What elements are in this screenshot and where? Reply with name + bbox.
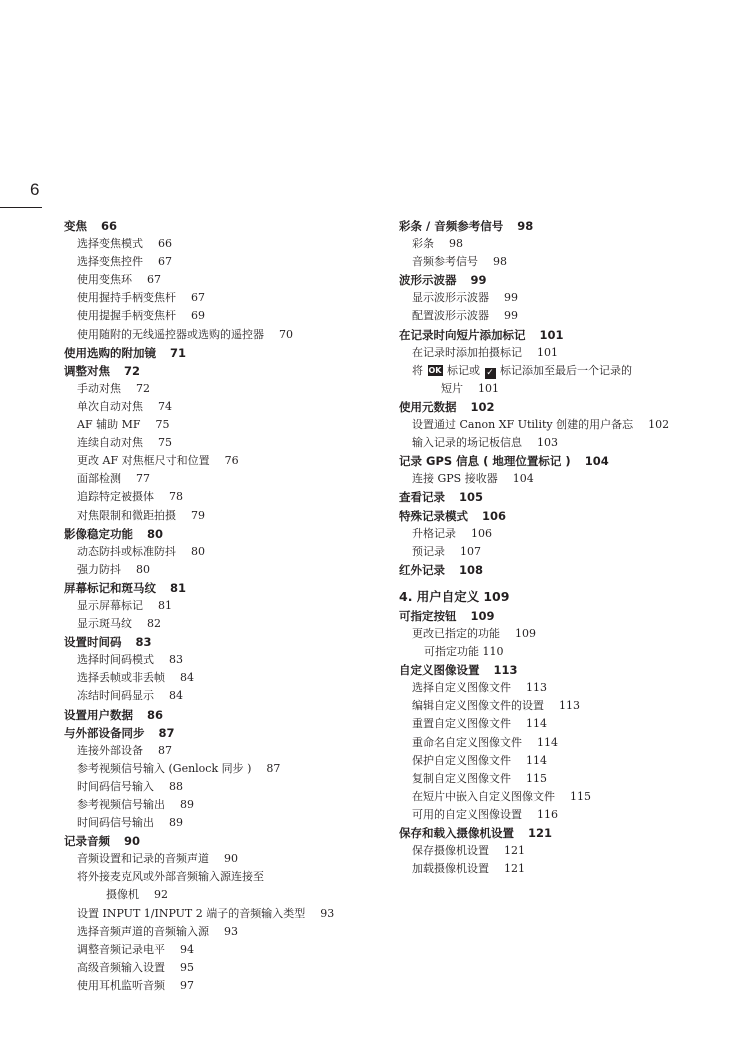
toc-page-number: 74	[158, 399, 172, 413]
toc-entry[interactable]	[64, 326, 384, 344]
toc-entry-title: 选择变焦模式	[77, 237, 143, 251]
toc-entry-title: 预记录	[412, 544, 445, 558]
toc-entry-title: 红外记录	[399, 562, 445, 577]
toc-section-heading[interactable]	[399, 326, 729, 344]
toc-entry-title: 保护自定义图像文件	[412, 753, 511, 767]
toc-entry-title: 使用握持手柄变焦杆	[77, 291, 176, 305]
mark-entry-text-b: 标记或	[447, 363, 480, 377]
toc-section-heading[interactable]	[399, 217, 729, 235]
toc-section-heading[interactable]	[399, 271, 729, 289]
toc-entry-title: 在短片中嵌入自定义图像文件	[412, 789, 555, 803]
toc-entry-title: 可指定功能 110	[424, 645, 504, 659]
mark-entry-cont-text: 短片	[441, 381, 463, 395]
toc-entry[interactable]	[64, 868, 384, 886]
toc-page-number: 83	[135, 635, 152, 650]
toc-section-heading[interactable]	[399, 824, 729, 842]
toc-page-number: 114	[537, 735, 558, 749]
toc-entry-title: 冻结时间码显示	[77, 689, 154, 703]
toc-page-number: 113	[559, 699, 580, 713]
toc-entry-title: 记录 GPS 信息 ( 地理位置标记 )	[399, 454, 571, 469]
toc-entry[interactable]	[399, 307, 729, 325]
toc-entry[interactable]	[64, 434, 384, 452]
toc-entry-title: 重命名自定义图像文件	[412, 735, 522, 749]
toc-page-number: 75	[155, 418, 170, 432]
toc-page-number: 89	[169, 816, 183, 830]
toc-entry-title: 使用耳机监听音频	[77, 978, 165, 992]
toc-section-heading[interactable]	[399, 507, 729, 525]
toc-entry[interactable]	[64, 307, 384, 325]
toc-entry-title: 更改 AF 对焦框尺寸和位置	[77, 454, 210, 468]
toc-entry-title: 使用变焦环	[77, 273, 132, 287]
toc-left-list	[64, 217, 384, 995]
toc-page-number: 115	[526, 771, 547, 785]
toc-entry[interactable]	[64, 959, 384, 977]
toc-entry[interactable]	[399, 697, 729, 715]
toc-entry[interactable]	[64, 398, 384, 416]
toc-page-number: 82	[147, 617, 161, 631]
toc-page-number: 77	[136, 472, 150, 486]
toc-page-number: 121	[504, 862, 525, 876]
toc-entry-title: 影像稳定功能	[64, 526, 133, 541]
toc-entry[interactable]	[399, 289, 729, 307]
toc-page-number: 114	[526, 753, 547, 767]
toc-entry-title: 音频设置和记录的音频声道	[77, 852, 209, 866]
toc-entry[interactable]	[64, 488, 384, 506]
toc-page-number: 101	[537, 345, 558, 359]
toc-page-number: 72	[124, 363, 141, 378]
toc-page-number: 105	[459, 490, 484, 505]
toc-entry[interactable]	[399, 806, 729, 824]
toc-right-column	[399, 217, 729, 878]
toc-section-heading[interactable]	[64, 362, 384, 380]
toc-entry-title: 将外接麦克风或外部音频输入源连接至	[77, 870, 264, 884]
toc-page-number: 114	[526, 717, 547, 731]
toc-entry-title: 更改已指定的功能	[412, 626, 500, 640]
toc-right-list-c	[399, 607, 729, 878]
toc-entry[interactable]	[64, 651, 384, 669]
toc-page-number: 80	[191, 544, 205, 558]
toc-page-number: 98	[517, 219, 534, 233]
toc-entry[interactable]	[64, 687, 384, 705]
toc-entry[interactable]	[399, 625, 729, 643]
toc-page-number: 70	[279, 327, 293, 341]
toc-entry-title: 时间码信号输入	[77, 779, 154, 793]
toc-page-number: 86	[147, 707, 164, 722]
toc-entry-title: 时间码信号输出	[77, 816, 154, 830]
toc-entry[interactable]	[64, 941, 384, 959]
toc-page-number: 83	[169, 653, 183, 667]
toc-entry-title: 可用的自定义图像设置	[412, 807, 522, 821]
toc-page-number: 102	[648, 418, 670, 432]
toc-section-heading[interactable]	[399, 452, 729, 470]
toc-entry[interactable]	[64, 561, 384, 579]
toc-page-number: 71	[170, 345, 187, 360]
toc-page-number: 69	[191, 309, 205, 323]
toc-page-number: 89	[180, 798, 194, 811]
toc-page-number: 107	[460, 544, 481, 558]
toc-section-heading[interactable]	[64, 724, 384, 742]
toc-entry-title: 配置波形示波器	[412, 309, 489, 323]
toc-page-number: 98	[493, 255, 507, 269]
toc-entry[interactable]	[64, 452, 384, 470]
check-mark-icon: ✓	[486, 367, 494, 378]
toc-entry-title: 连接 GPS 接收器	[412, 472, 498, 486]
toc-entry-title: AF 辅助 MF	[77, 418, 141, 432]
toc-entry[interactable]	[399, 543, 729, 561]
toc-entry[interactable]	[64, 923, 384, 941]
toc-entry-title: 在记录时向短片添加标记	[399, 327, 526, 342]
toc-entry[interactable]	[64, 796, 384, 814]
toc-page-number: 75	[158, 436, 172, 450]
toc-page-number: 106	[471, 526, 492, 540]
toc-page-number: 84	[180, 671, 194, 685]
toc-entry[interactable]	[64, 760, 384, 778]
toc-entry[interactable]	[399, 734, 729, 752]
toc-entry-title: 变焦	[64, 219, 87, 233]
mark-entry-page: 101	[478, 381, 499, 395]
toc-page-number: 88	[169, 779, 183, 793]
toc-entry-title: 高级音频输入设置	[77, 960, 165, 974]
toc-entry[interactable]	[64, 253, 384, 271]
toc-entry-title: 使用元数据	[399, 399, 457, 414]
toc-page-number: 92	[154, 888, 168, 902]
toc-section-heading[interactable]	[64, 344, 384, 362]
toc-page-number: 115	[570, 789, 591, 803]
toc-page-number: 106	[482, 508, 507, 523]
toc-entry-title: 单次自动对焦	[77, 399, 143, 413]
toc-page-number: 99	[504, 291, 518, 305]
toc-entry[interactable]	[64, 814, 384, 832]
toc-section-heading[interactable]	[399, 607, 729, 625]
toc-entry-title: 显示波形示波器	[412, 291, 489, 305]
toc-entry-title: 使用选购的附加镜	[64, 345, 156, 360]
toc-entry[interactable]	[64, 905, 384, 923]
toc-entry-title: 对焦限制和微距拍摄	[77, 508, 176, 522]
toc-entry[interactable]	[64, 507, 384, 525]
toc-entry-title: 重置自定义图像文件	[412, 717, 511, 731]
toc-page-number: 90	[224, 852, 238, 866]
toc-entry[interactable]	[64, 543, 384, 561]
toc-entry-title: 音频参考信号	[412, 255, 478, 269]
toc-entry-title: 波形示波器	[399, 273, 457, 288]
toc-entry-title: 选择丢帧或非丢帧	[77, 671, 165, 685]
toc-entry-title: 调整音频记录电平	[77, 942, 165, 956]
toc-entry[interactable]	[64, 742, 384, 760]
toc-page-number: 76	[224, 454, 239, 468]
toc-page-number: 104	[584, 454, 609, 469]
toc-entry-title: 选择自定义图像文件	[412, 681, 511, 695]
toc-page-number: 116	[537, 807, 558, 821]
toc-entry-title: 保存摄像机设置	[412, 844, 489, 858]
toc-entry-mark-clip-continued[interactable]	[399, 380, 729, 398]
toc-right-list-b	[399, 398, 729, 579]
chapter-title: 4. 用户自定义	[399, 588, 480, 604]
toc-page-number: 99	[470, 273, 487, 288]
toc-entry[interactable]	[399, 860, 729, 878]
toc-entry-title: 参考视频信号输出	[77, 798, 165, 811]
toc-entry[interactable]	[399, 253, 729, 271]
toc-entry-title: 复制自定义图像文件	[412, 771, 511, 785]
toc-entry[interactable]	[64, 235, 384, 253]
toc-left-column	[64, 217, 384, 995]
toc-entry[interactable]	[64, 886, 384, 904]
toc-entry-title: 彩条 / 音频参考信号	[399, 219, 504, 233]
chapter-heading[interactable]	[399, 587, 729, 607]
toc-entry[interactable]	[399, 715, 729, 733]
toc-page-number: 79	[191, 508, 205, 522]
toc-entry-title: 特殊记录模式	[399, 508, 468, 523]
toc-entry[interactable]	[64, 416, 384, 434]
toc-entry[interactable]	[64, 470, 384, 488]
toc-page-number: 67	[147, 273, 161, 287]
toc-entry[interactable]	[64, 977, 384, 995]
toc-entry[interactable]	[399, 235, 729, 253]
toc-entry-title: 手动对焦	[77, 381, 121, 395]
page-number: 6	[30, 180, 40, 199]
toc-entry-title: 选择时间码模式	[77, 653, 154, 667]
toc-entry-title: 输入记录的场记板信息	[412, 436, 522, 450]
toc-entry[interactable]	[399, 434, 729, 452]
toc-entry-title: 可指定按钮	[399, 608, 457, 623]
toc-entry[interactable]	[399, 470, 729, 488]
ok-mark-icon: OK	[428, 365, 442, 375]
toc-section-heading[interactable]	[399, 561, 729, 579]
toc-section-heading[interactable]	[64, 579, 384, 597]
toc-entry[interactable]	[399, 416, 729, 434]
toc-entry[interactable]	[399, 643, 729, 661]
toc-entry[interactable]	[64, 669, 384, 687]
toc-entry-title: 显示屏幕标记	[77, 598, 143, 612]
toc-entry-title: 动态防抖或标准防抖	[77, 544, 176, 558]
toc-page-number: 87	[158, 725, 175, 740]
toc-entry-title: 加载摄像机设置	[412, 862, 489, 876]
toc-entry-title: 使用提握手柄变焦杆	[77, 309, 176, 323]
toc-page-number: 81	[170, 580, 187, 595]
toc-page-number: 78	[169, 490, 183, 504]
toc-entry-title: 屏幕标记和斑马纹	[64, 580, 156, 595]
toc-entry-title: 连续自动对焦	[77, 436, 143, 450]
toc-entry-title: 彩条	[412, 237, 434, 251]
toc-page-number: 113	[526, 681, 547, 695]
toc-page-number: 101	[539, 327, 564, 342]
toc-entry-title: 设置 INPUT 1/INPUT 2 端子的音频输入类型	[77, 906, 306, 920]
toc-page-number: 98	[449, 237, 463, 251]
toc-entry-title: 连接外部设备	[77, 743, 143, 757]
toc-page-number: 121	[504, 844, 525, 858]
toc-entry-title: 查看记录	[399, 490, 445, 505]
toc-section-heading[interactable]	[64, 633, 384, 651]
toc-page-number: 103	[537, 436, 558, 450]
toc-entry-title: 保存和载入摄像机设置	[399, 826, 514, 840]
toc-entry-title: 追踪特定被摄体	[77, 490, 154, 504]
toc-section-heading[interactable]	[64, 525, 384, 543]
toc-page-number: 80	[147, 526, 164, 541]
toc-page-number: 72	[136, 381, 150, 395]
toc-entry-title: 记录音频	[64, 834, 110, 849]
toc-page-number: 102	[470, 399, 495, 414]
chapter-page: 109	[483, 588, 510, 604]
toc-page-number: 87	[158, 743, 172, 757]
toc-entry[interactable]	[64, 615, 384, 633]
toc-page-number: 93	[224, 924, 238, 938]
toc-section-heading[interactable]	[64, 832, 384, 850]
toc-page-number: 90	[124, 834, 141, 849]
toc-entry[interactable]	[399, 344, 729, 362]
toc-entry[interactable]	[399, 752, 729, 770]
toc-page-number: 87	[266, 761, 281, 775]
toc-entry[interactable]	[64, 289, 384, 307]
toc-entry-title: 选择音频声道的音频输入源	[77, 924, 209, 938]
toc-page-number: 84	[169, 689, 183, 703]
page-number-rule	[0, 207, 42, 208]
toc-section-heading[interactable]	[64, 217, 384, 235]
toc-page-number: 108	[459, 562, 484, 577]
toc-entry[interactable]	[64, 271, 384, 289]
toc-section-heading[interactable]	[64, 706, 384, 724]
toc-entry-title: 调整对焦	[64, 363, 110, 378]
toc-section-heading[interactable]	[399, 488, 729, 506]
toc-page-number: 93	[320, 906, 335, 920]
toc-page-number: 94	[180, 942, 194, 956]
toc-entry-title: 设置通过 Canon XF Utility 创建的用户备忘	[412, 418, 634, 432]
toc-entry-mark-clip[interactable]	[399, 362, 729, 380]
toc-page-number: 104	[512, 472, 534, 486]
toc-page-number: 66	[101, 219, 118, 233]
toc-entry-title: 在记录时添加拍摄标记	[412, 345, 522, 359]
toc-entry-title: 编辑自定义图像文件的设置	[412, 699, 544, 713]
toc-entry[interactable]	[64, 380, 384, 398]
toc-entry[interactable]	[64, 850, 384, 868]
toc-right-list-a	[399, 217, 729, 362]
toc-page-number: 121	[528, 826, 553, 840]
toc-page-number: 81	[158, 598, 172, 612]
toc-section-heading[interactable]	[399, 398, 729, 416]
toc-entry-title: 强力防抖	[77, 562, 121, 576]
toc-page-number: 67	[191, 291, 205, 305]
toc-entry[interactable]	[399, 788, 729, 806]
mark-entry-text-a: 将	[412, 363, 423, 377]
toc-page-number: 113	[493, 663, 518, 678]
toc-section-heading[interactable]	[399, 661, 729, 679]
toc-page-number: 67	[158, 255, 172, 269]
toc-page-number: 66	[158, 237, 172, 251]
toc-entry-title: 摄像机	[106, 888, 139, 902]
toc-entry[interactable]	[399, 842, 729, 860]
toc-entry-title: 升格记录	[412, 526, 456, 540]
toc-entry-title: 选择变焦控件	[77, 255, 143, 269]
toc-entry-title: 参考视频信号输入 (Genlock 同步 )	[77, 761, 252, 775]
toc-page-number: 99	[504, 309, 518, 323]
toc-entry-title: 自定义图像设置	[399, 663, 480, 678]
toc-page-number: 109	[470, 608, 495, 623]
toc-entry-title: 设置时间码	[64, 635, 122, 650]
toc-entry[interactable]	[399, 525, 729, 543]
toc-entry-title: 显示斑马纹	[77, 617, 132, 631]
toc-entry-title: 设置用户数据	[64, 707, 133, 722]
toc-page-number: 97	[180, 978, 194, 992]
toc-page-number: 80	[136, 562, 150, 576]
toc-entry-title: 使用随附的无线遥控器或选购的遥控器	[77, 327, 264, 341]
toc-page-number: 109	[515, 626, 536, 640]
toc-entry[interactable]	[64, 597, 384, 615]
toc-page-number: 95	[180, 960, 194, 974]
toc-entry[interactable]	[399, 679, 729, 697]
toc-entry[interactable]	[64, 778, 384, 796]
toc-entry-title: 面部检测	[77, 472, 121, 486]
mark-entry-text-c: 标记添加至最后一个记录的	[500, 363, 632, 377]
toc-entry[interactable]	[399, 770, 729, 788]
toc-entry-title: 与外部设备同步	[64, 725, 145, 740]
